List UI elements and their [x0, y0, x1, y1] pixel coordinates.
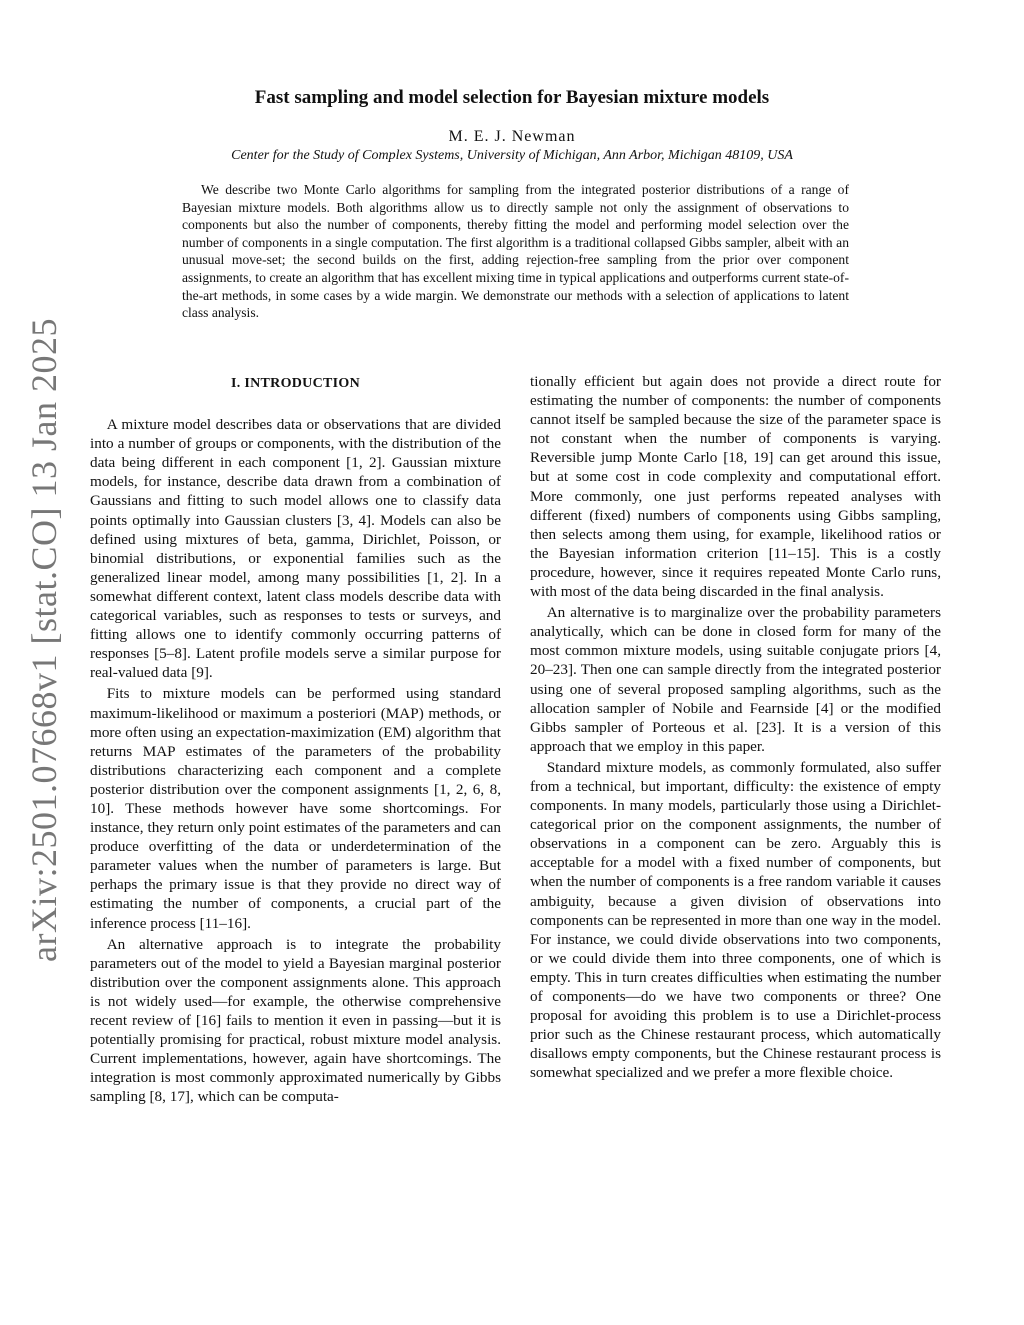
- section-heading-introduction: I. INTRODUCTION: [231, 376, 360, 391]
- intro-paragraph-3-continued: tionally efficient but again does not provide a direct route for estimating the number of components: the number of components cannot itself be sampled because the size of the parameter space is not constant when the number of components is varying. Reversible jump Monte Carlo [18, 19] can get around this issue, but at some cost in code complexity and computational effort. More commonly, one just performs repeated analyses with different (fixed) numbers of components using Gibbs sampling, then selects among them using, for example, likelihood ratios or the Bayesian information criterion [11–15]. This is a costly procedure, however, since it requires repeated Monte Carlo runs, with most of the data being discarded in the final analysis.: [530, 373, 941, 601]
- author-name: M. E. J. Newman: [448, 128, 576, 145]
- abstract: We describe two Monte Carlo algorithms for sampling from the integrated posterior distributions of a range of Bayesian mixture models. Both algorithms allow us to directly sample not only the assignment of observations to components but also the number of components, thereby fitting the model and performing model selection over the number of components in a single computation. The first algorithm is a traditional collapsed Gibbs sampler, albeit with an unusual move-set; the second builds on the first, adding rejection-free sampling from the prior over component assignments, to create an algorithm that has excellent mixing time in typical applications and outperforms current state-of-the-art methods, in some cases by a wide margin. We demonstrate our methods with a selection of applications to latent class analysis.: [182, 182, 849, 321]
- intro-paragraph-2: Fits to mixture models can be performed using standard maximum-likelihood or maximum a posteriori (MAP) methods, or more often using an expectation-maximization (EM) algorithm that returns MAP estimates of the parameters of the probability distributions characterizing each component and a complete posterior distribution over the component assignments [1, 2, 6, 8, 10]. These methods however have some shortcomings. For instance, they return only point estimates of the parameters and can produce overfitting of the data or underdetermination of the parameter values when the number of parameters is large. But perhaps the primary issue is that they provide no direct way of estimating the number of components, a crucial part of the inference process [11–16].: [90, 685, 501, 932]
- paper-title: Fast sampling and model selection for Bayesian mixture models: [254, 87, 770, 108]
- arxiv-identifier-stamp: arXiv:2501.07668v1 [stat.CO] 13 Jan 2025: [24, 318, 64, 962]
- intro-paragraph-1: A mixture model describes data or observations that are divided into a number of groups or components, with the distribution of the data being different in each component [1, 2]. Gaussian mixture models, for instance, describe data drawn from a combination of Gaussians and fitting to such model allows one to classify data points optimally into Gaussian clusters [3, 4]. Models can also be defined using mixtures of beta, gamma, Dirichlet, Poisson, or binomial distributions, or exponential families such as the generalized linear model, among many possibilities [1, 2]. In a somewhat different context, latent class models describe data with categorical variables, such as responses to tests or surveys, and fitting allows one to identify commonly occurring patterns of responses [5–8]. Latent profile models serve a similar purpose for real-valued data [9].: [90, 416, 501, 682]
- right-column: [530, 372, 941, 1082]
- author-affiliation: Center for the Study of Complex Systems, University of Michigan, Ann Arbor, Michigan 48109, USA: [231, 148, 793, 163]
- left-column: [90, 374, 501, 1106]
- intro-paragraph-4: An alternative is to marginalize over the probability parameters analytically, which can be done in closed form for many of the most common mixture models, using suitable conjugate priors [4, 20–23]. Then one can sample directly from the integrated posterior using one of several proposed sampling algorithms, such as the allocation sampler of Nobile and Fearnside [4] or the modified Gibbs sampler of Porteous et al. [23]. It is a version of this approach that we employ in this paper.: [530, 604, 941, 755]
- intro-paragraph-3: An alternative approach is to integrate the probability parameters out of the model to yield a Bayesian marginal posterior distribution over the component assignments alone. This approach is not widely used—for example, the otherwise comprehensive recent review of [16] fails to mention it even in passing—but it is potentially promising for practical, robust mixture model analysis. Current implementations, however, again have shortcomings. The integration is most commonly approximated numerically by Gibbs sampling [8, 17], which can be computa-: [90, 935, 501, 1106]
- intro-paragraph-5: Standard mixture models, as commonly formulated, also suffer from a technical, but important, difficulty: the existence of empty components. In many models, particularly those using a Dirichlet-categorical prior on the component assignments, the number of observations in a component can be zero. Arguably this is acceptable for a model with a fixed number of components, but when the number of components is a free random variable it causes ambiguity, because a given division of observations into components can be represented in more than one way in the model. For instance, we could divide observations into two components, or we could divide them into three components, one of which is empty. This in turn creates difficulties when estimating the number of components—do we have two components or three? One proposal for avoiding this problem is to use a Dirichlet-process prior such as the Chinese restaurant process, which automatically disallows empty components, but the Chinese restaurant process is somewhat specialized and we prefer a more flexible choice.: [530, 758, 941, 1082]
